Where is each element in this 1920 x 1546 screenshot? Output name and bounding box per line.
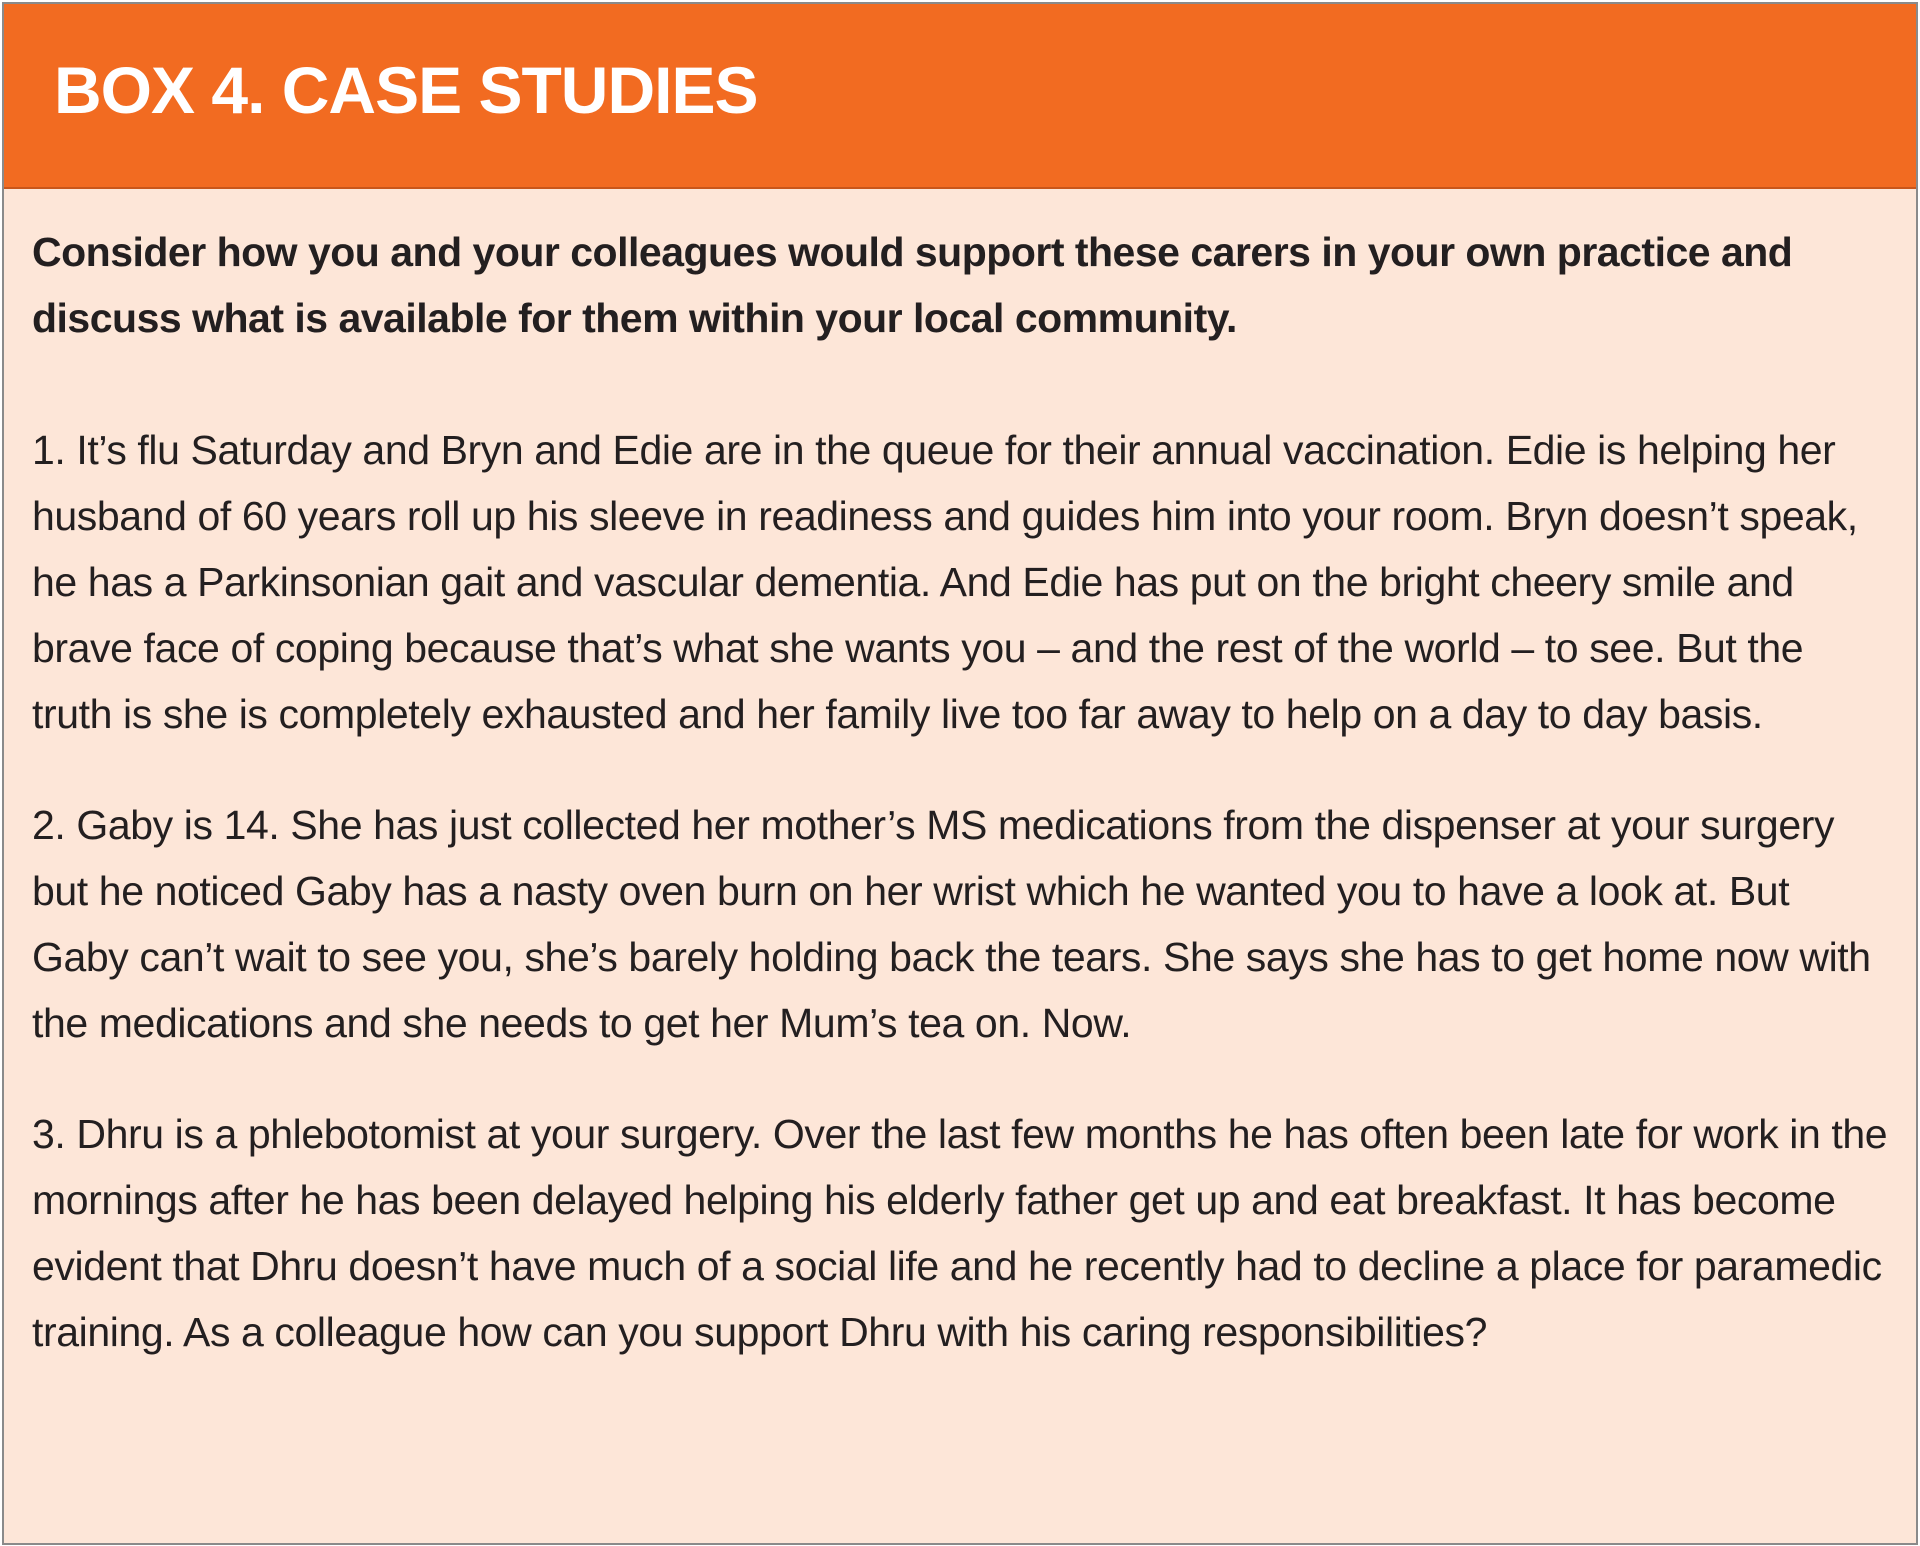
- box-body: [4, 189, 1916, 1365]
- case-studies-box: [2, 2, 1918, 1545]
- box-header: [4, 4, 1916, 189]
- case-study-1: 1. It’s flu Saturday and Bryn and Edie are in the queue for their annual vaccination. Edie is helping her husband of 60 years roll up his sleeve in readiness and guides him into your room. Bryn doesn’t speak, he has a Parkinsonian gait and vascular dementia. And Edie has put on the bright cheery smile and brave face of coping because that’s what she wants you – and the rest of the world – to see. But the truth is she is completely exhausted and her family live too far away to help on a day to day basis.: [32, 427, 1858, 737]
- case-study-3: 3. Dhru is a phlebotomist at your surgery. Over the last few months he has often been late for work in the mornings after he has been delayed helping his elderly father get up and eat breakfast. It has become evident that Dhru doesn’t have much of a social life and he recently had to decline a place for paramedic training. As a colleague how can you support Dhru with his caring responsibilities?: [32, 1111, 1888, 1355]
- box-title: BOX 4. CASE STUDIES: [54, 52, 758, 127]
- intro-text: Consider how you and your colleagues would support these carers in your own practice and discuss what is available for them within your local community.: [32, 229, 1793, 341]
- case-study-2: 2. Gaby is 14. She has just collected her mother’s MS medications from the dispenser at your surgery but he noticed Gaby has a nasty oven burn on her wrist which he wanted you to have a look at. But Gaby can’t wait to see you, she’s barely holding back the tears. She says she has to get home now with the medications and she needs to get her Mum’s tea on. Now.: [32, 802, 1871, 1046]
